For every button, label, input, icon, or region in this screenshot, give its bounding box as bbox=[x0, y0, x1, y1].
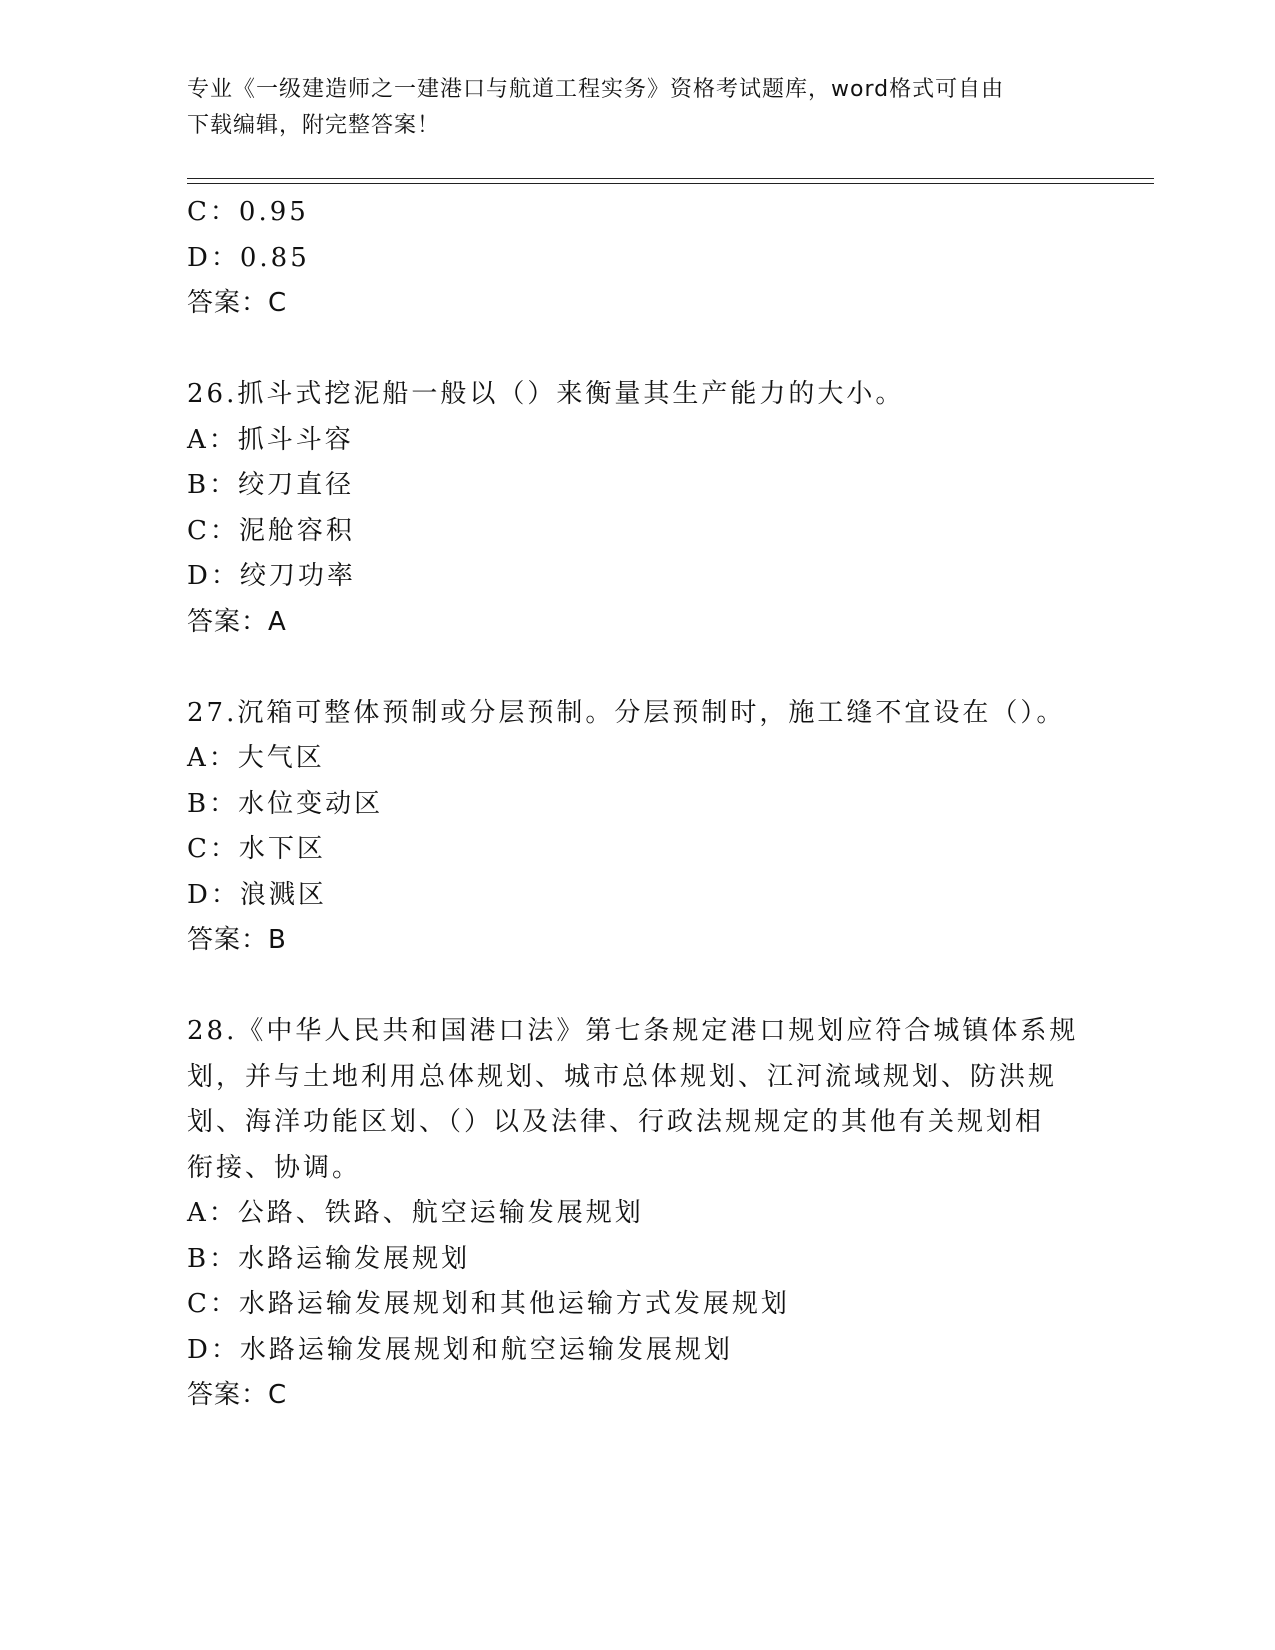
option-a: A：抓斗斗容 bbox=[187, 424, 354, 455]
question-text-line-1: 28.《中华人民共和国港口法》第七条规定港口规划应符合城镇体系规 bbox=[187, 1016, 1079, 1046]
option-d: D：绞刀功率 bbox=[187, 561, 356, 591]
question-text-line-2: 划，并与土地利用总体规划、城市总体规划、江河流域规划、防洪规 bbox=[187, 1061, 1058, 1092]
answer-line: 答案：C bbox=[187, 1380, 288, 1410]
option-c: C：泥舱容积 bbox=[187, 515, 355, 546]
option-b: B：水位变动区 bbox=[187, 788, 384, 819]
question-text-line-3: 划、海洋功能区划、（）以及法律、行政法规规定的其他有关规划相 bbox=[187, 1107, 1045, 1137]
answer-line: 答案：B bbox=[187, 925, 287, 955]
header-divider-bottom bbox=[187, 183, 1154, 184]
option-c: C：0.95 bbox=[187, 197, 309, 227]
question-text: 27.沉箱可整体预制或分层预制。分层预制时，施工缝不宜设在（）。 bbox=[187, 697, 1066, 728]
question-text-line-4: 衔接、协调。 bbox=[187, 1152, 362, 1183]
question-text: 26.抓斗式挖泥船一般以（）来衡量其生产能力的大小。 bbox=[187, 379, 905, 409]
header-line-1: 专业《一级建造师之一建港口与航道工程实务》资格考试题库，word格式可自由 bbox=[187, 77, 1005, 102]
answer-line: 答案：A bbox=[187, 606, 287, 637]
prev-question bbox=[187, 190, 1087, 327]
question-27 bbox=[187, 691, 1087, 964]
option-b: B：水路运输发展规划 bbox=[187, 1243, 471, 1274]
question-list bbox=[187, 190, 1087, 1419]
option-a: A：大气区 bbox=[187, 743, 325, 773]
header-divider-top bbox=[187, 178, 1154, 179]
option-d: D：水路运输发展规划和航空运输发展规划 bbox=[187, 1334, 733, 1365]
question-28 bbox=[187, 1009, 1087, 1419]
question-26 bbox=[187, 372, 1087, 645]
option-c: C：水下区 bbox=[187, 834, 326, 864]
header-line-2: 下载编辑，附完整答案！ bbox=[187, 113, 441, 138]
option-c-value: 0.95 bbox=[238, 197, 309, 227]
option-d: D：0.85 bbox=[187, 242, 310, 273]
answer-line: 答案：C bbox=[187, 288, 288, 318]
option-a: A：公路、铁路、航空运输发展规划 bbox=[187, 1198, 644, 1228]
option-c: C：水路运输发展规划和其他运输方式发展规划 bbox=[187, 1289, 790, 1319]
option-d-value: 0.85 bbox=[239, 242, 310, 273]
option-d: D：浪溅区 bbox=[187, 879, 327, 910]
document-header bbox=[187, 72, 1087, 144]
option-b: B：绞刀直径 bbox=[187, 470, 355, 500]
